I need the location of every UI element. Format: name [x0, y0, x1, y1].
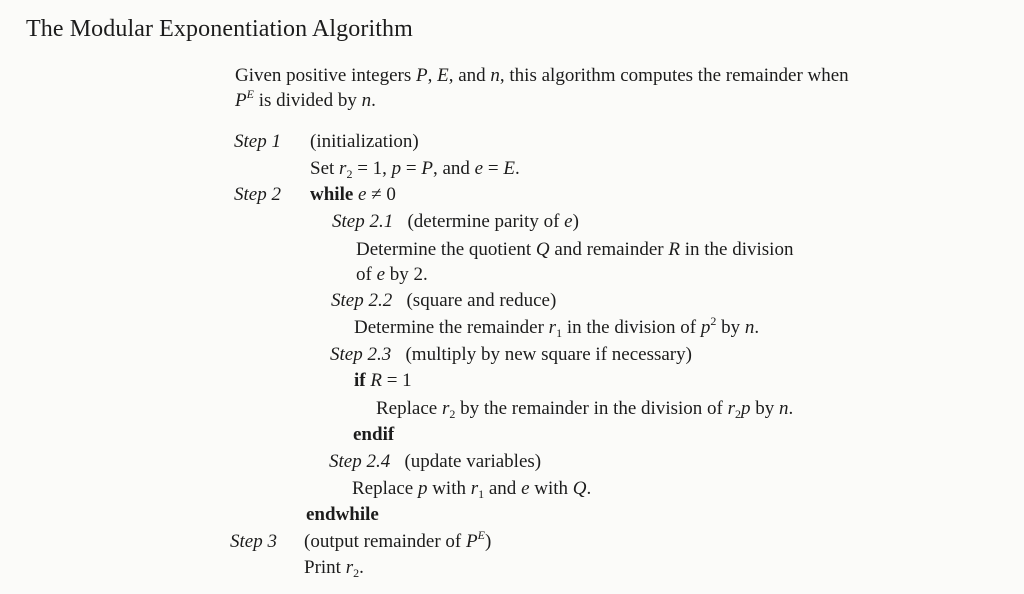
step-2-3-label: Step 2.3 [330, 344, 392, 365]
step-2-4-header: Step 2.4 (update variables) [329, 451, 542, 472]
endif-keyword: endif [353, 424, 395, 445]
while-keyword: while [310, 184, 354, 205]
step-2-2-line: Determine the remainder $r_1$ in the division of $p^2$ by n. [354, 314, 760, 340]
step-3-label: Step 3 [230, 531, 277, 552]
step-1-comment: (initialization) [310, 131, 419, 152]
if-line: if R = 1 [354, 370, 412, 391]
intro-line-1: Given positive integers P, E, and n, this algorithm computes the remainder when [235, 65, 849, 86]
step-3-comment: (output remainder of $P^E$) [304, 528, 492, 552]
step-2-1-line-2: of e by 2. [356, 264, 428, 285]
step-1-set-line: Set $r_2 = 1$, p = P, and e = E. [310, 158, 520, 181]
step-2-2-header: Step 2.2 (square and reduce) [331, 290, 557, 311]
step-2-3-header: Step 2.3 (multiply by new square if necessary) [330, 344, 692, 365]
step-2-3-line: Replace $r_2$ by the remainder in the division of $r_2p$ by n. [376, 398, 794, 421]
step-2-1-header: Step 2.1 (determine parity of e) [332, 211, 579, 232]
step-2-4-line: Replace p with $r_1$ and e with Q. [352, 478, 592, 501]
print-line: Print $r_2$. [304, 557, 364, 580]
while-line: while e ≠ 0 [310, 184, 396, 205]
step-2-1-line-1: Determine the quotient Q and remainder R in the division [356, 239, 794, 260]
if-keyword: if [354, 370, 366, 391]
step-1-label: Step 1 [234, 131, 281, 152]
step-2-4-label: Step 2.4 [329, 451, 391, 472]
endwhile-keyword: endwhile [306, 504, 379, 525]
page-title: The Modular Exponentiation Algorithm [26, 16, 413, 42]
step-2-2-label: Step 2.2 [331, 290, 393, 311]
step-2-label: Step 2 [234, 184, 281, 205]
step-2-1-label: Step 2.1 [332, 211, 394, 232]
intro-line-2: $P^E$ is divided by n. [235, 87, 376, 111]
